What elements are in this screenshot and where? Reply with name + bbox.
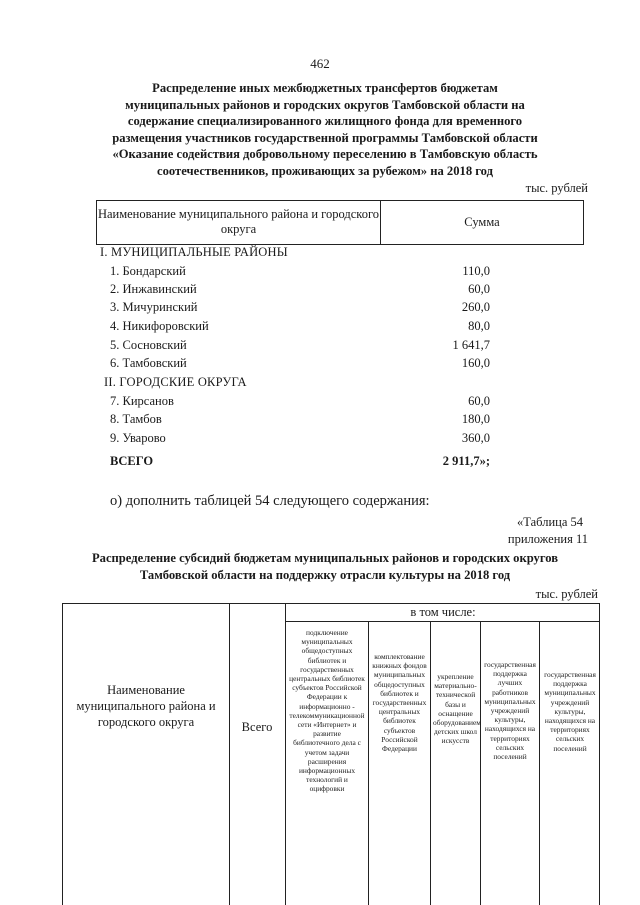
row-name: 3. Мичуринский — [110, 300, 198, 314]
table-row — [110, 282, 490, 300]
row-name: 1. Бондарский — [110, 264, 186, 278]
row-value: 60,0 — [468, 282, 490, 296]
row-value: 60,0 — [468, 394, 490, 408]
table1-title-line: соотечественников, проживающих за рубежом» на 2018 год — [157, 163, 493, 178]
total-value: 2 911,7»; — [442, 454, 490, 468]
table1-title-line: содержание специализированного жилищного фонда для временного — [127, 114, 523, 128]
table1-title — [80, 80, 570, 179]
row-name: 5. Сосновский — [110, 338, 187, 352]
table-row — [110, 394, 490, 412]
table1-header-name: Наименование муниципального района и городского округа — [97, 201, 381, 244]
table-divider — [480, 621, 481, 905]
row-name: 9. Уварово — [110, 431, 166, 445]
row-value: 260,0 — [461, 300, 490, 314]
row-value: 80,0 — [468, 319, 490, 333]
section-label: II. ГОРОДСКИЕ ОКРУГА — [104, 375, 247, 389]
table-divider — [368, 621, 369, 905]
table-divider — [229, 604, 230, 905]
row-value: 160,0 — [461, 356, 490, 370]
table2-header — [62, 603, 600, 905]
table-divider — [430, 621, 431, 905]
row-name: 7. Кирсанов — [110, 394, 174, 408]
table1-total-row — [110, 454, 530, 472]
table2-subcolumn-header: комплектование книжных фондов муниципальных общедоступных библиотек и государственных центральных библиотек субъектов Российской Федерации — [372, 652, 427, 754]
table-divider — [285, 604, 286, 905]
table-row — [110, 338, 490, 356]
table2-header-including: в том числе: — [410, 605, 476, 619]
table-row — [110, 319, 490, 337]
table-row — [110, 356, 490, 374]
row-name: 4. Никифоровский — [110, 319, 209, 333]
table1-header-sum: Сумма — [464, 215, 500, 229]
row-value: 180,0 — [461, 412, 490, 426]
table2-header-name: Наименование муниципального района и городского округа — [76, 683, 216, 729]
table2-title-line: Тамбовской области на поддержку отрасли культуры на 2018 год — [139, 567, 511, 582]
table-row — [110, 300, 490, 318]
table2-subcolumn-header: государственная поддержка муниципальных учреждений культуры, находящихся на территориях сельских поселений — [544, 670, 596, 753]
table-caption-appendix: приложения 11 — [507, 532, 588, 546]
table2-header-total: Всего — [241, 720, 273, 734]
table-divider — [285, 621, 599, 622]
row-value: 110,0 — [462, 264, 490, 278]
table-caption-number: «Таблица 54 — [517, 515, 583, 529]
total-label: ВСЕГО — [110, 454, 154, 468]
row-value: 360,0 — [461, 431, 490, 445]
table1-title-line: муниципальных районов и городских округов Тамбовской области на — [125, 97, 525, 112]
table-row — [110, 264, 490, 282]
table1-section — [100, 245, 500, 263]
table1-header — [96, 200, 584, 245]
table2-subcolumn-header: укрепление материально-технической базы и оснащение оборудованием детских школ искусств — [433, 672, 481, 746]
table-row — [110, 431, 490, 449]
table1-title-line: Распределение иных межбюджетных трансфертов бюджетам — [152, 81, 498, 95]
page-number: 462 — [310, 56, 330, 71]
table1-title-line: «Оказание содействия добровольному переселению в Тамбовскую область — [112, 147, 538, 161]
row-value: 1 641,7 — [452, 338, 490, 352]
table-row — [110, 412, 490, 430]
row-name: 8. Тамбов — [110, 412, 162, 426]
table1-section — [104, 375, 504, 393]
table2-subcolumn-header: подключение муниципальных общедоступных библиотек и государственных центральных библиотек субъектов Российской Федерации к информационно - телекоммуникационной сети «Интернет» и развитие библиотечного дела с учетом задачи расширения информационных технологий и оцифровки — [289, 628, 365, 794]
table2-title-line: Распределение субсидий бюджетам муниципальных районов и городских округов — [91, 551, 559, 565]
table2-title — [70, 550, 580, 583]
table2-units: тыс. рублей — [535, 587, 598, 601]
section-label: I. МУНИЦИПАЛЬНЫЕ РАЙОНЫ — [100, 245, 288, 259]
table1-units: тыс. рублей — [525, 181, 588, 195]
table1-title-line: размещения участников государственной программы Тамбовской области — [112, 130, 538, 145]
row-name: 6. Тамбовский — [110, 356, 187, 370]
table2-subcolumn-header: государственная поддержка лучших работников муниципальных учреждений культуры, находящихся на территориях сельских поселений — [484, 660, 536, 762]
table-divider — [539, 621, 540, 905]
instruction-paragraph: о) дополнить таблицей 54 следующего содержания: — [110, 493, 430, 509]
row-name: 2. Инжавинский — [110, 282, 197, 296]
